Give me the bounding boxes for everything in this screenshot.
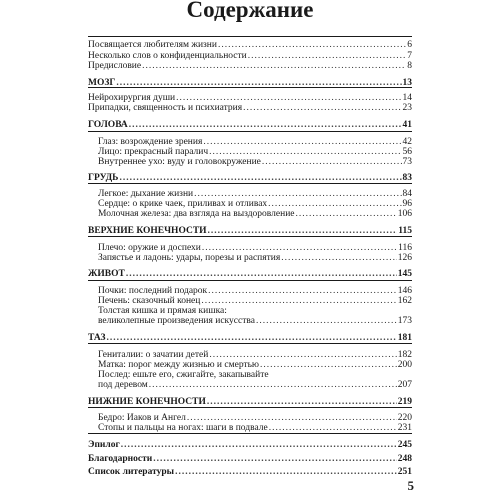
dot-leader: [116, 77, 401, 89]
toc-section: [88, 77, 412, 89]
dot-leader: [121, 439, 397, 451]
toc-entry: [88, 422, 412, 434]
toc-entry-page: 7: [407, 51, 412, 61]
toc-entry: [88, 208, 412, 220]
toc-entry-title: Глаз: возрождение зрения: [98, 137, 203, 147]
toc-entry: [88, 102, 412, 114]
dot-leader: [107, 332, 397, 344]
dot-leader: [149, 379, 397, 391]
dot-leader: [281, 252, 397, 264]
toc-section: [88, 268, 412, 280]
toc-entry-page: 145: [397, 269, 412, 279]
toc-entry-title: Легкое: дыхание жизни: [98, 189, 194, 199]
toc-entry-page: 231: [397, 423, 412, 433]
dot-leader: [269, 422, 397, 434]
toc-entry-title: ЖИВОТ: [88, 269, 125, 279]
toc-entry-page: 245: [397, 440, 412, 450]
toc-entry-page: 116: [398, 243, 412, 253]
dot-leader: [142, 60, 406, 72]
toc-entry-title: ГРУДЬ: [88, 173, 119, 183]
toc-entry-title: Послед: ешьте его, сжигайте, закапывайте: [98, 370, 269, 380]
toc-entry-title: Внутреннее ухо: вуду и головокружение: [98, 157, 261, 167]
toc-entry-title: Запястье и ладонь: удары, порезы и распятия: [98, 253, 281, 263]
toc-entry-page: 181: [397, 333, 412, 343]
toc-entry-title: НИЖНИЕ КОНЕЧНОСТИ: [88, 397, 206, 407]
dot-leader: [207, 396, 397, 408]
toc-entry-page: 126: [397, 253, 412, 263]
toc-entry-title: Гениталии: о зачатии детей: [98, 350, 209, 360]
toc-entry-page: 248: [397, 454, 412, 464]
page-number: 5: [407, 478, 414, 493]
toc-entry-title: Нейрохирургия души: [88, 93, 176, 103]
toc-section: [88, 453, 412, 465]
toc-entry-page: 162: [397, 296, 412, 306]
toc-entry-title: Посвящается любителям жизни: [88, 40, 217, 50]
toc-entry-page: 220: [397, 413, 412, 423]
toc-entry-title: Предисловие: [88, 61, 142, 71]
toc-entry-page: 173: [397, 316, 412, 326]
toc-section: [88, 396, 412, 408]
toc-entry-page: 200: [397, 360, 412, 370]
section-divider: [88, 36, 412, 37]
dot-leader: [208, 225, 398, 237]
dot-leader: [256, 315, 397, 327]
toc-entry-title: ГОЛОВА: [88, 120, 128, 130]
toc-section: [88, 439, 412, 451]
toc-entry-page: 23: [402, 103, 412, 113]
toc-entry-page: 6: [407, 40, 412, 50]
toc-entry-page: 83: [402, 173, 412, 183]
toc-entry-page: 13: [402, 78, 412, 88]
toc-entry-page: 41: [402, 120, 412, 130]
toc-section: [88, 332, 412, 344]
toc-entry-title: великолепные произведения искусства: [98, 316, 255, 326]
toc-entry-title: Плечо: оружие и доспехи: [98, 243, 201, 253]
dot-leader: [153, 453, 397, 465]
toc-entry-title: Толстая кишка и прямая кишка:: [98, 306, 227, 316]
toc-entry-title: Стопы и пальцы на ногах: шаги в подвале: [98, 423, 268, 433]
section-divider: [88, 280, 412, 281]
toc-entry-page: 146: [397, 286, 412, 296]
toc-entry-title: Печень: сказочный конец: [98, 296, 201, 306]
toc-entry-page: 73: [402, 157, 412, 167]
toc-entry: [88, 379, 412, 391]
dot-leader: [296, 208, 397, 220]
dot-leader: [243, 102, 401, 114]
toc-entry-page: 84: [402, 189, 412, 199]
toc-section: [88, 225, 412, 237]
toc-entry-title: Список литературы: [88, 467, 175, 477]
toc-entry-page: 96: [402, 199, 412, 209]
dot-leader: [129, 119, 402, 131]
dot-leader: [262, 156, 402, 168]
toc-entry-title: Несколько слов о конфиденциальности: [88, 51, 247, 61]
page-title: Содержание: [186, 0, 314, 22]
toc-entry-page: 8: [407, 61, 412, 71]
toc-section: [88, 466, 412, 478]
toc-section: [88, 172, 412, 184]
toc-entry-title: Молочная железа: два взгляда на выздоровление: [98, 209, 295, 219]
toc-entry-page: 182: [397, 350, 412, 360]
toc-section: [88, 119, 412, 131]
toc-entry-title: Бедро: Иаков и Ангел: [98, 413, 186, 423]
toc-entry-page: 251: [397, 467, 412, 477]
toc-entry-page: 219: [397, 397, 412, 407]
toc-entry-title: ВЕРХНИЕ КОНЕЧНОСТИ: [88, 226, 207, 236]
toc-entry-title: Лицо: прекрасный паралич: [98, 147, 209, 157]
section-divider: [88, 131, 412, 132]
toc-entry-title: Припадки, священность и психиатрия: [88, 103, 243, 113]
toc-entry-page: 14: [402, 93, 412, 103]
toc-entry-title: Благодарности: [88, 454, 153, 464]
toc-entry-title: ТАЗ: [88, 333, 106, 343]
toc-entry-page: 207: [397, 380, 412, 390]
toc-entry-title: Матка: порог между жизнью и смертью: [98, 360, 260, 370]
toc-entry-page: 115: [398, 226, 412, 236]
toc-entry: [88, 252, 412, 264]
dot-leader: [175, 466, 397, 478]
toc-entry-title: Почки: последний подарок: [98, 286, 208, 296]
toc-entry-title: под деревом: [98, 380, 148, 390]
dot-leader: [126, 268, 397, 280]
toc-entry-title: Сердце: о крике чаек, приливах и отливах: [98, 199, 268, 209]
toc-entry-page: 56: [402, 147, 412, 157]
toc-entry-title: МОЗГ: [88, 78, 116, 88]
toc-entry: [88, 315, 412, 327]
toc-entry-title: Эпилог: [88, 440, 120, 450]
toc-entry-page: 106: [397, 209, 412, 219]
dot-leader: [119, 172, 401, 184]
toc-entry-page: 42: [402, 137, 412, 147]
toc-entry: [88, 156, 412, 168]
toc-entry: [88, 60, 412, 72]
